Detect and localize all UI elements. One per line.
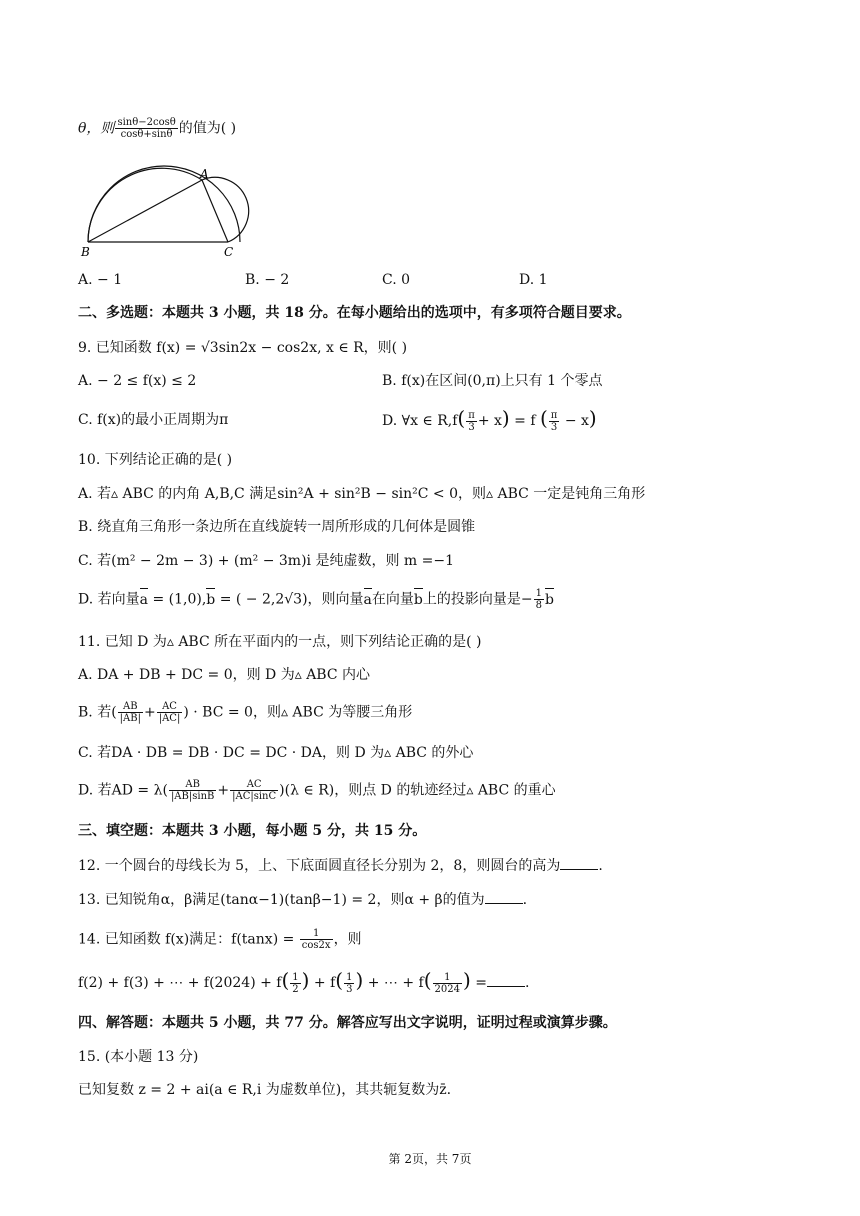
q10-stem: 10. 下列结论正确的是( ): [78, 452, 233, 468]
q8-frac-den: cosθ+sinθ: [120, 129, 173, 140]
q9-option-c: C. f(x)的最小正周期为π: [78, 412, 229, 428]
q11-option-a: A. DA + DB + DC = 0，则 D 为▵ ABC 内心: [78, 667, 371, 683]
q8-option-a: A. − 1: [78, 272, 123, 288]
q8-option-b: B. − 2: [245, 272, 290, 288]
q8-stem: [78, 117, 236, 140]
q11-d-frac2: $\frac{AC}{|AC|\sin C}$: [232, 779, 277, 802]
q8-stem-prefix: θ，则: [78, 120, 115, 137]
section-2-title: 二、多选题：本题共 3 小题，共 18 分。在每小题给出的选项中，有多项符合题目要求。: [78, 305, 631, 321]
q8-option-d: D. 1: [519, 272, 548, 288]
q8-frac-num: sinθ−2cosθ: [117, 117, 176, 128]
q10-d-frac: $\frac{1}{8}$: [535, 588, 542, 611]
q9-option-a: A. − 2 ≤ f(x) ≤ 2: [78, 373, 197, 389]
q13-answer-blank: [485, 889, 523, 904]
q10-option-d: D. 若向量a = (1,0),b = ( − 2,2√3)，则向量a在向量b上的投影向量是− $\frac{1}{8}$ b: [78, 588, 554, 611]
q10-option-c: C. 若(m² − 2m − 3) + (m² − 3m)i 是纯虚数，则 m =−1: [78, 553, 455, 569]
vector-b: b: [206, 591, 216, 608]
q8-stem-suffix: 的值为( ): [178, 120, 237, 137]
figure-label-c: C: [224, 245, 234, 259]
q11-b-frac1: $\frac{AB}{|AB|}$: [119, 701, 141, 724]
q15-stem: 已知复数 z = 2 + ai(a ∈ R,i 为虚数单位)，其共轭复数为z̄.: [78, 1082, 452, 1098]
vector-a: a: [139, 591, 148, 608]
q9-option-d: D. ∀x ∈ R,f( $\frac{\pi}{3}$ + x) = f ( $\frac{\pi}{3}$ − x): [382, 406, 597, 433]
q11-option-d: D. 若AD = λ( $\frac{AB}{|AB|\sin B}$ + $\frac{AC}{|AC|\sin C}$ )(λ ∈ R)，则点 D 的轨迹经过▵ ABC 的重心: [78, 779, 556, 802]
q14-expression: f(2) + f(3) + ⋯ + f(2024) + f( $\frac{1}{2}$ ) + f( $\frac{1}{3}$ ) + ⋯ + f( $\frac{1}{2024}$ ) = .: [78, 968, 530, 995]
section-3-title: 三、填空题：本题共 3 小题，每小题 5 分，共 15 分。: [78, 823, 427, 839]
q9-d-prefix: D. ∀x ∈ R,f: [382, 413, 458, 429]
q14-frac: $\frac{1}{\cos 2x}$: [301, 928, 331, 951]
q10-option-b: B. 绕直角三角形一条边所在直线旋转一周所形成的几何体是圆锥: [78, 519, 476, 535]
q12-answer-blank: [560, 855, 598, 870]
q14-answer-blank: [487, 972, 525, 987]
figure-label-b: B: [81, 245, 90, 259]
q9-stem: 9. 已知函数 f(x) = √3sin2x − cos2x, x ∈ R，则( ): [78, 340, 408, 356]
q9-d-frac2: $\frac{\pi}{3}$: [550, 409, 558, 433]
q10-option-a: A. 若▵ ABC 的内角 A,B,C 满足sin²A + sin²B − sin²C < 0，则▵ ABC 一定是钝角三角形: [78, 486, 646, 502]
figure-label-a: A: [200, 167, 209, 181]
q14-stem: 14. 已知函数 f(x)满足：f(tanx) = $\frac{1}{\cos 2x}$ ，则: [78, 928, 362, 951]
q15-heading: 15. (本小题 13 分): [78, 1049, 199, 1065]
q12-stem: 12. 一个圆台的母线长为 5，上、下底面圆直径长分别为 2，8，则圆台的高为 .: [78, 855, 603, 876]
q11-stem: 11. 已知 D 为▵ ABC 所在平面内的一点，则下列结论正确的是( ): [78, 634, 482, 650]
q9-d-frac1: $\frac{\pi}{3}$: [468, 409, 475, 433]
q8-geometry-figure: [76, 150, 256, 260]
q11-b-frac2: $\frac{AC}{|AC|}$: [158, 701, 181, 724]
q11-option-b: B. 若( $\frac{AB}{|AB|}$ + $\frac{AC}{|AC|}$ ) · BC = 0，则▵ ABC 为等腰三角形: [78, 701, 413, 724]
q9-option-b: B. f(x)在区间(0,π)上只有 1 个零点: [382, 373, 603, 389]
page-footer: 第 2页，共 7页: [388, 1152, 472, 1166]
q8-option-c: C. 0: [382, 272, 411, 288]
q8-fraction: [115, 117, 177, 140]
section-4-title: 四、解答题：本题共 5 小题，共 77 分。解答应写出文字说明，证明过程或演算步骤。: [78, 1015, 617, 1031]
q11-option-c: C. 若DA · DB = DB · DC = DC · DA，则 D 为▵ ABC 的外心: [78, 745, 474, 761]
q11-d-frac1: $\frac{AB}{|AB|\sin B}$: [170, 779, 215, 802]
q13-stem: 13. 已知锐角α，β满足(tanα−1)(tanβ−1) = 2，则α + β的值为 .: [78, 889, 527, 910]
